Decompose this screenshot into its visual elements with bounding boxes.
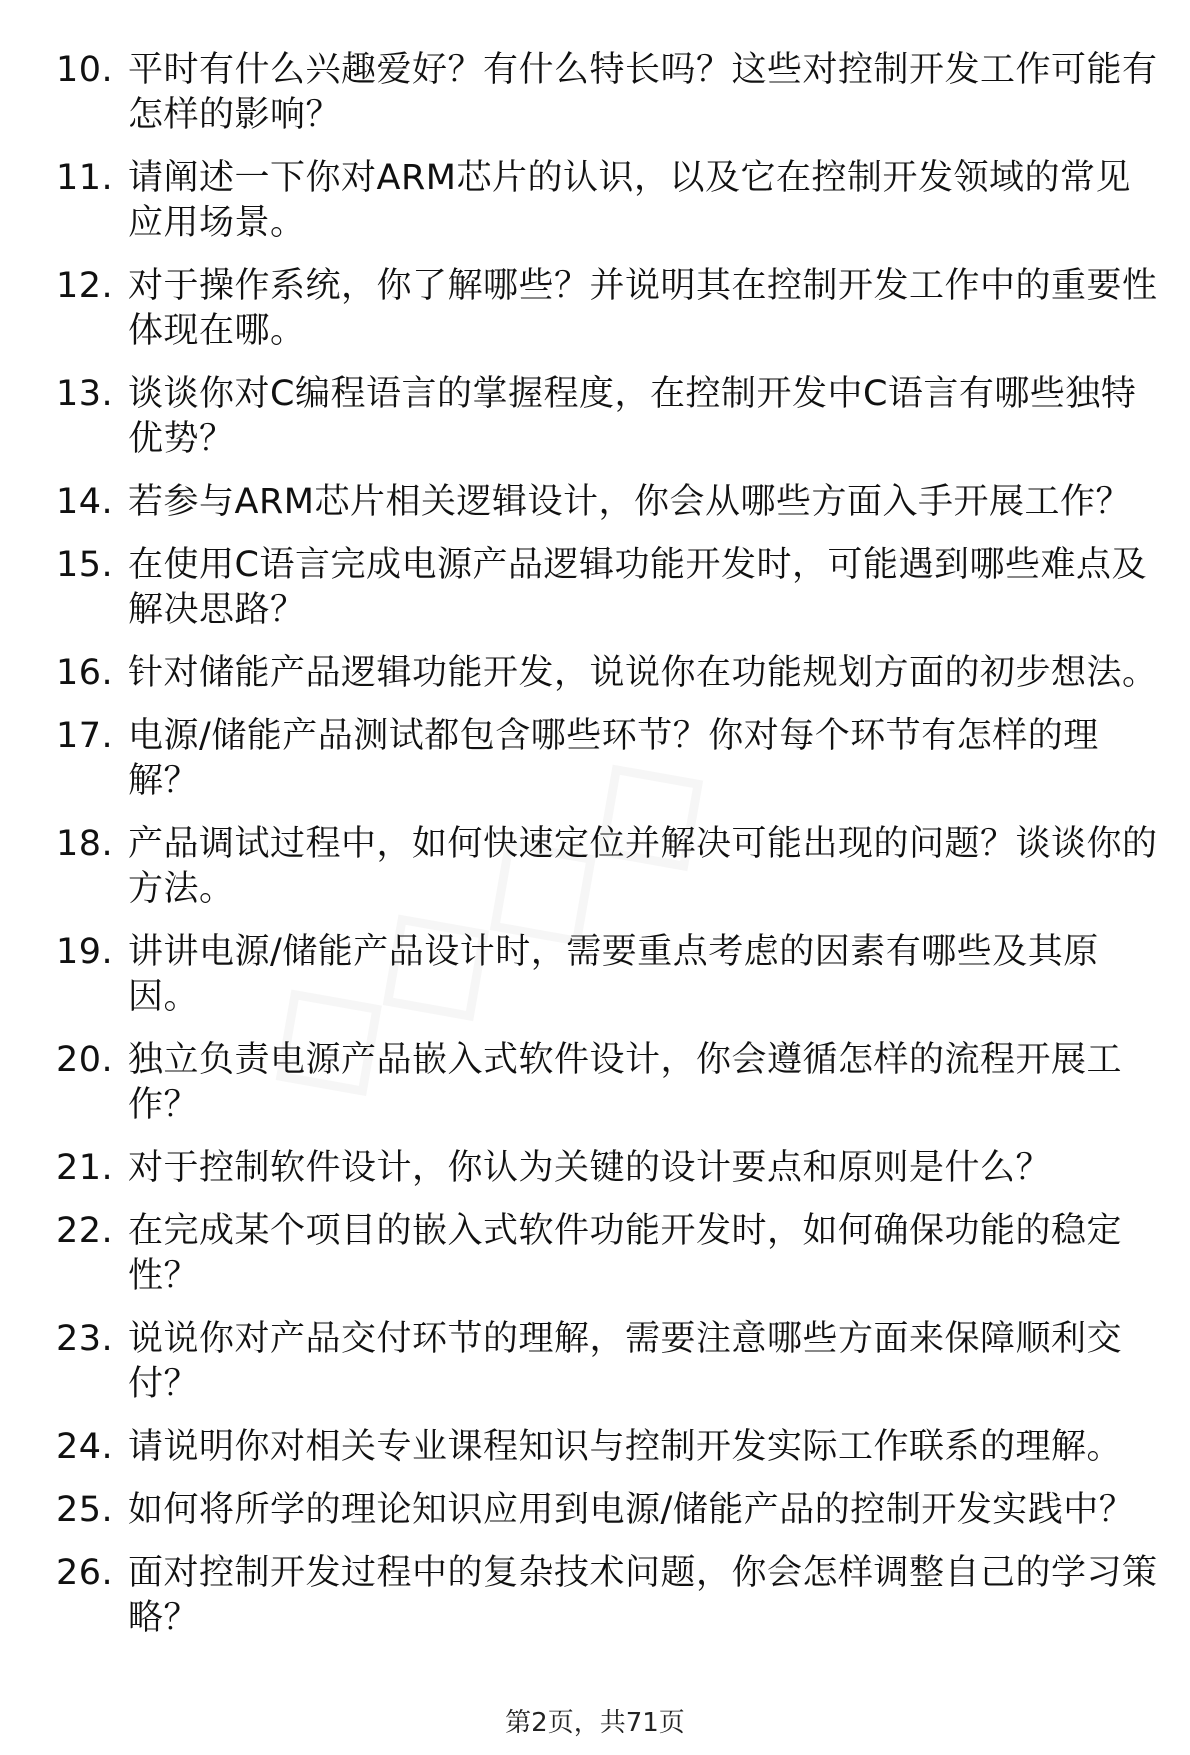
list-item [56,651,1166,696]
question-number: 20. [56,1040,114,1080]
question-number: 24. [56,1427,114,1467]
question-text: 请说明你对相关专业课程知识与控制开发实际工作联系的理解。 [128,1427,1123,1467]
question-number: 13. [56,374,114,414]
question-text: 针对储能产品逻辑功能开发，说说你在功能规划方面的初步想法。 [128,653,1158,693]
list-item [56,156,1166,246]
list-item [56,822,1166,912]
question-text: 说说你对产品交付环节的理解，需要注意哪些方面来保障顺利交付？ [128,1319,1123,1404]
question-text: 请阐述一下你对ARM芯片的认识，以及它在控制开发领域的常见应用场景。 [128,158,1131,243]
question-number: 19. [56,932,114,972]
question-number: 25. [56,1490,114,1530]
question-text: 在使用C语言完成电源产品逻辑功能开发时，可能遇到哪些难点及解决思路？ [128,545,1147,630]
question-number: 16. [56,653,114,693]
question-number: 23. [56,1319,114,1359]
question-number: 12. [56,266,114,306]
list-item [56,930,1166,1020]
question-text: 若参与ARM芯片相关逻辑设计，你会从哪些方面入手开展工作？ [128,482,1131,522]
list-item [56,543,1166,633]
question-text: 对于操作系统，你了解哪些？并说明其在控制开发工作中的重要性体现在哪。 [128,266,1158,351]
question-text: 产品调试过程中，如何快速定位并解决可能出现的问题？谈谈你的方法。 [128,824,1158,909]
question-number: 26. [56,1553,114,1593]
question-text: 如何将所学的理论知识应用到电源/储能产品的控制开发实践中？ [128,1490,1135,1530]
list-item [56,1038,1166,1128]
list-item [56,480,1166,525]
question-number: 18. [56,824,114,864]
question-text: 谈谈你对C编程语言的掌握程度，在控制开发中C语言有哪些独特优势？ [128,374,1137,459]
list-item [56,372,1166,462]
list-item [56,1146,1166,1191]
question-text: 独立负责电源产品嵌入式软件设计，你会遵循怎样的流程开展工作？ [128,1040,1123,1125]
list-item [56,48,1166,138]
list-item [56,1209,1166,1299]
list-item [56,264,1166,354]
question-number: 15. [56,545,114,585]
page-number: 第2页，共71页 [505,1708,685,1738]
question-text: 面对控制开发过程中的复杂技术问题，你会怎样调整自己的学习策略？ [128,1553,1158,1638]
question-list [56,48,1166,1659]
question-number: 10. [56,50,114,90]
list-item [56,714,1166,804]
question-text: 电源/储能产品测试都包含哪些环节？你对每个环节有怎样的理解？ [128,716,1099,801]
list-item [56,1317,1166,1407]
question-number: 21. [56,1148,114,1188]
question-number: 14. [56,482,114,522]
question-number: 11. [56,158,114,198]
question-text: 在完成某个项目的嵌入式软件功能开发时，如何确保功能的稳定性？ [128,1211,1123,1296]
question-text: 平时有什么兴趣爱好？有什么特长吗？这些对控制开发工作可能有怎样的影响？ [128,50,1158,135]
list-item [56,1425,1166,1470]
list-item [56,1551,1166,1641]
question-text: 对于控制软件设计，你认为关键的设计要点和原则是什么？ [128,1148,1052,1188]
question-text: 讲讲电源/储能产品设计时，需要重点考虑的因素有哪些及其原因。 [128,932,1099,1017]
list-item [56,1488,1166,1533]
question-number: 22. [56,1211,114,1251]
question-number: 17. [56,716,114,756]
